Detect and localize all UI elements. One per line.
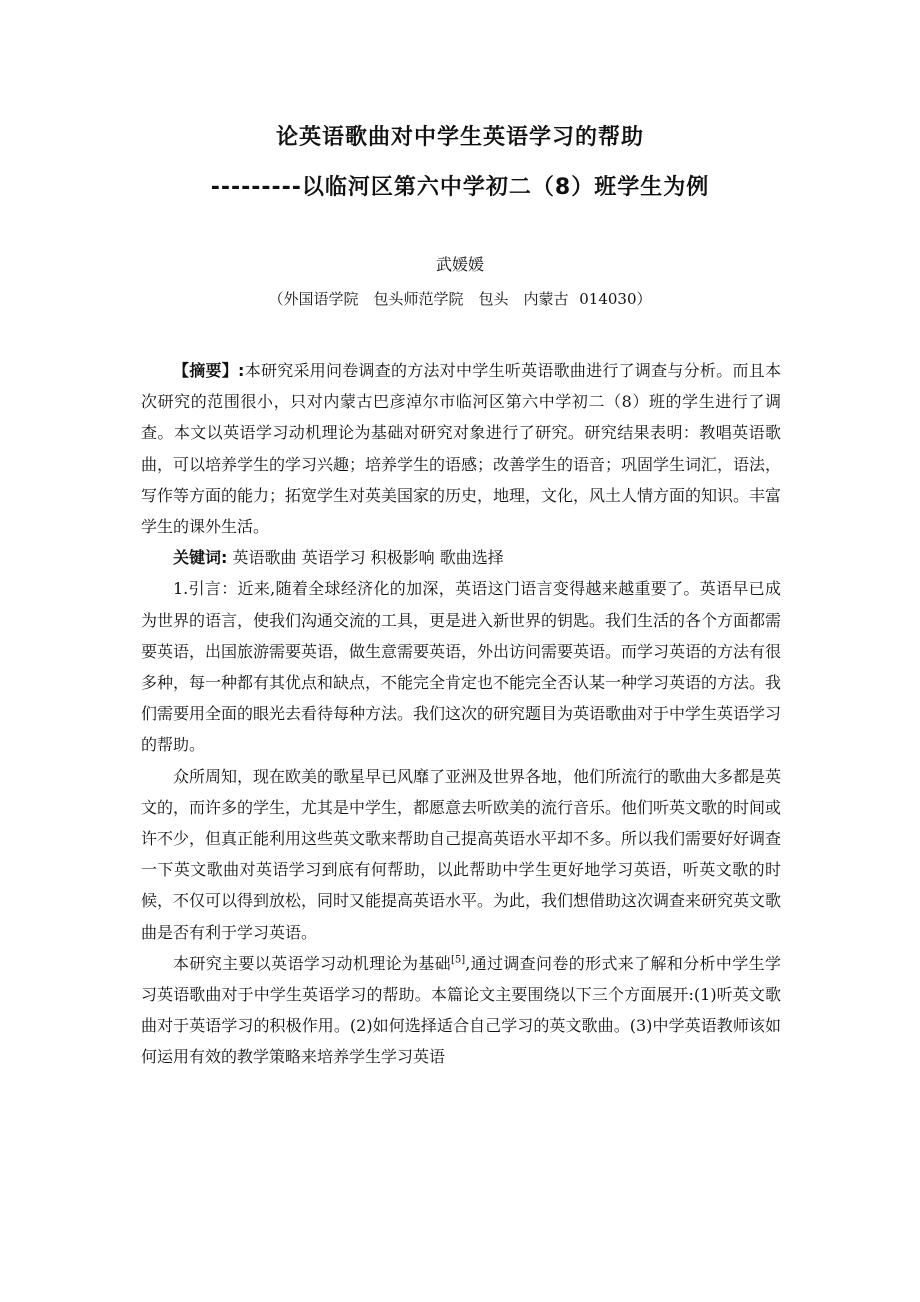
- keywords-label: 关键词:: [173, 548, 228, 568]
- intro-paragraph: 1.引言：近来,随着全球经济化的加深，英语这门语言变得越来越重要了。英语早已成为世界的语言，使我们沟通交流的工具，更是进入新世界的钥匙。我们生活的各个方面都需要英语，出国旅游需要英语，做生意需要英语，外出访问需要英语。而学习英语的方法有很多种，每一种都有其优点和缺点，不能完全肯定也不能完全否认某一种学习英语的方法。我们需要用全面的眼光去看待每种方法。我们这次的研究题目为英语歌曲对于中学生英语学习的帮助。: [141, 579, 782, 755]
- paper-subtitle: ---------以临河区第六中学初二（8）班学生为例: [210, 175, 710, 200]
- abstract-paragraph: [141, 355, 781, 542]
- abstract-text: 本研究采用问卷调查的方法对中学生听英语歌曲进行了调查与分析。而且本次研究的范围很小，只对内蒙古巴彦淖尔市临河区第六中学初二（8）班的学生进行了调查。本文以英语学习动机理论为基础对研究对象进行了研究。研究结果表明：教唱英语歌曲，可以培养学生的学习兴趣；培养学生的语感；改善学生的语音；巩固学生词汇，语法，写作等方面的能力；拓宽学生对英美国家的历史，地理，文化，风土人情方面的知识。丰富学生的课外生活。: [141, 361, 782, 537]
- paragraph-3-part-2: ,通过调查问卷的形式来了解和分析中学生学习英语歌曲对于中学生英语学习的帮助。本篇论文主要围绕以下三个方面展开:(1)听英文歌曲对于英语学习的积极作用。(2)如何选择适合自己学习的英文歌曲。(3)中学英语教师该如何运用有效的教学策略来培养学生学习英语: [141, 953, 781, 1067]
- paragraph-3-part-1: 本研究主要以英语学习动机理论为基础: [173, 953, 452, 973]
- keywords-text: 英语歌曲 英语学习 积极影响 歌曲选择: [227, 548, 504, 568]
- abstract-label: 【摘要】:: [173, 361, 245, 380]
- author-name: 武媛媛: [435, 255, 484, 274]
- paper-body: [141, 355, 781, 1073]
- body-paragraph-2: 众所周知，现在欧美的歌星早已风靡了亚洲及世界各地，他们所流行的歌曲大多都是英文的，而许多的学生，尤其是中学生，都愿意去听欧美的流行音乐。他们听英文歌的时间或许不少，但真正能利用这些英文歌来帮助自己提高英语水平却不多。所以我们需要好好调查一下英文歌曲对英语学习到底有何帮助，以此帮助中学生更好地学习英语，听英文歌的时候，不仅可以得到放松，同时又能提高英语水平。为此，我们想借助这次调查来研究英文歌曲是否有利于学习英语。: [141, 766, 782, 942]
- paper-title: 论英语歌曲对中学生英语学习的帮助: [275, 125, 644, 150]
- citation-reference: [5]: [451, 954, 466, 966]
- author-affiliation: （外国语学院 包头师范学院 包头 内蒙古 014030）: [268, 290, 652, 308]
- body-paragraph-3: [141, 948, 781, 1073]
- keywords-paragraph: [141, 542, 781, 573]
